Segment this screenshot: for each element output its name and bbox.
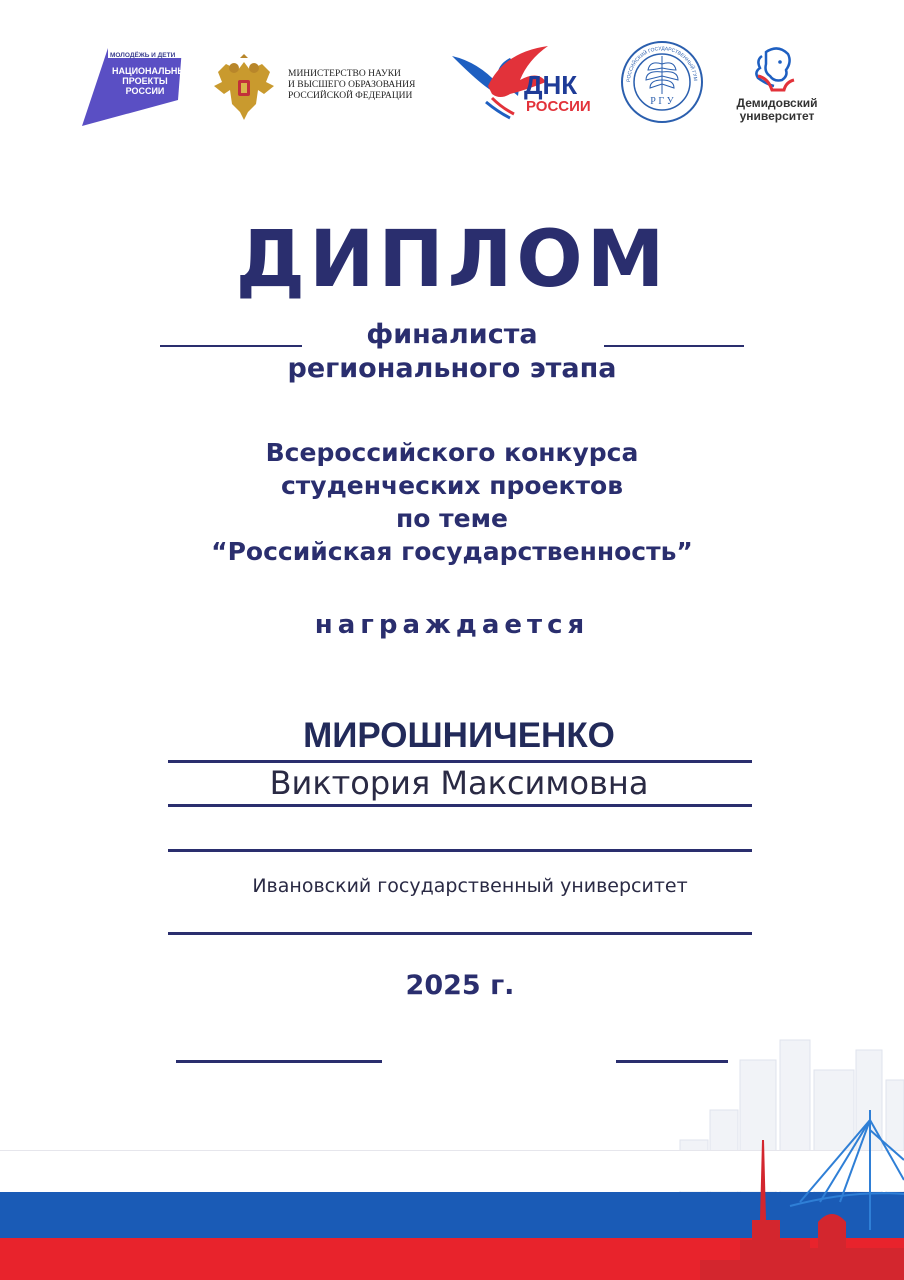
dnk-russia-logo — [448, 42, 596, 120]
diploma-year: 2025 г. — [405, 970, 515, 1001]
spb-landmarks-icon — [700, 1110, 904, 1280]
contest-line1: Всероссийского конкурса — [265, 438, 639, 467]
diploma-title: ДИПЛОМ — [235, 215, 669, 305]
university-underline — [168, 932, 752, 935]
dnk-country: РОССИИ — [526, 98, 591, 115]
national-projects-tagline: МОЛОДЁЖЬ И ДЕТИ — [110, 52, 176, 59]
ministry-name: МИНИСТЕРСТВО НАУКИ И ВЫСШЕГО ОБРАЗОВАНИЯ РОССИЙСКОЙ ФЕДЕРАЦИИ — [288, 69, 416, 101]
awarded-label: награждается — [314, 610, 590, 640]
demidov-portrait-icon — [722, 42, 832, 94]
demidov-university-name: Демидовский университет — [736, 96, 818, 123]
rgu-seal — [620, 40, 704, 124]
recipient-given-name: Виктория Максимовна — [269, 764, 649, 802]
rgu-seal-icon — [620, 40, 704, 124]
national-projects-name: НАЦИОНАЛЬНЫЕ ПРОЕКТЫ РОССИИ — [112, 66, 193, 96]
rgu-ring-text: РОССИЙСКИЙ ГОСУДАРСТВЕННЫЙ ГУМ — [625, 45, 699, 83]
ministry-logo — [210, 54, 430, 124]
national-projects-logo — [82, 44, 193, 126]
demidov-university-logo — [722, 42, 832, 124]
contest-line4: “Российская государственность” — [211, 537, 693, 566]
recipient-university: Ивановский государственный университет — [252, 875, 688, 897]
diploma-subtitle-line1: финалиста — [366, 319, 538, 350]
recipient-surname: МИРОШНИЧЕНКО — [303, 716, 615, 755]
diploma-subtitle-line2: регионального этапа — [287, 353, 617, 384]
contest-line3: по теме — [396, 504, 508, 533]
contest-line2: студенческих проектов — [280, 471, 624, 500]
rgu-monogram: Р Г У — [650, 96, 674, 107]
given-name-underline — [168, 804, 752, 807]
double-headed-eagle-icon — [210, 54, 278, 124]
svg-text:РОССИЙСКИЙ ГОСУДАРСТВЕННЫЙ ГУМ — [620, 40, 698, 82]
blank-line — [168, 849, 752, 852]
surname-underline — [168, 760, 752, 763]
contest-description — [0, 436, 904, 568]
signature-line-left — [176, 1060, 382, 1063]
dnk-wordmark: ДНК — [524, 70, 578, 100]
